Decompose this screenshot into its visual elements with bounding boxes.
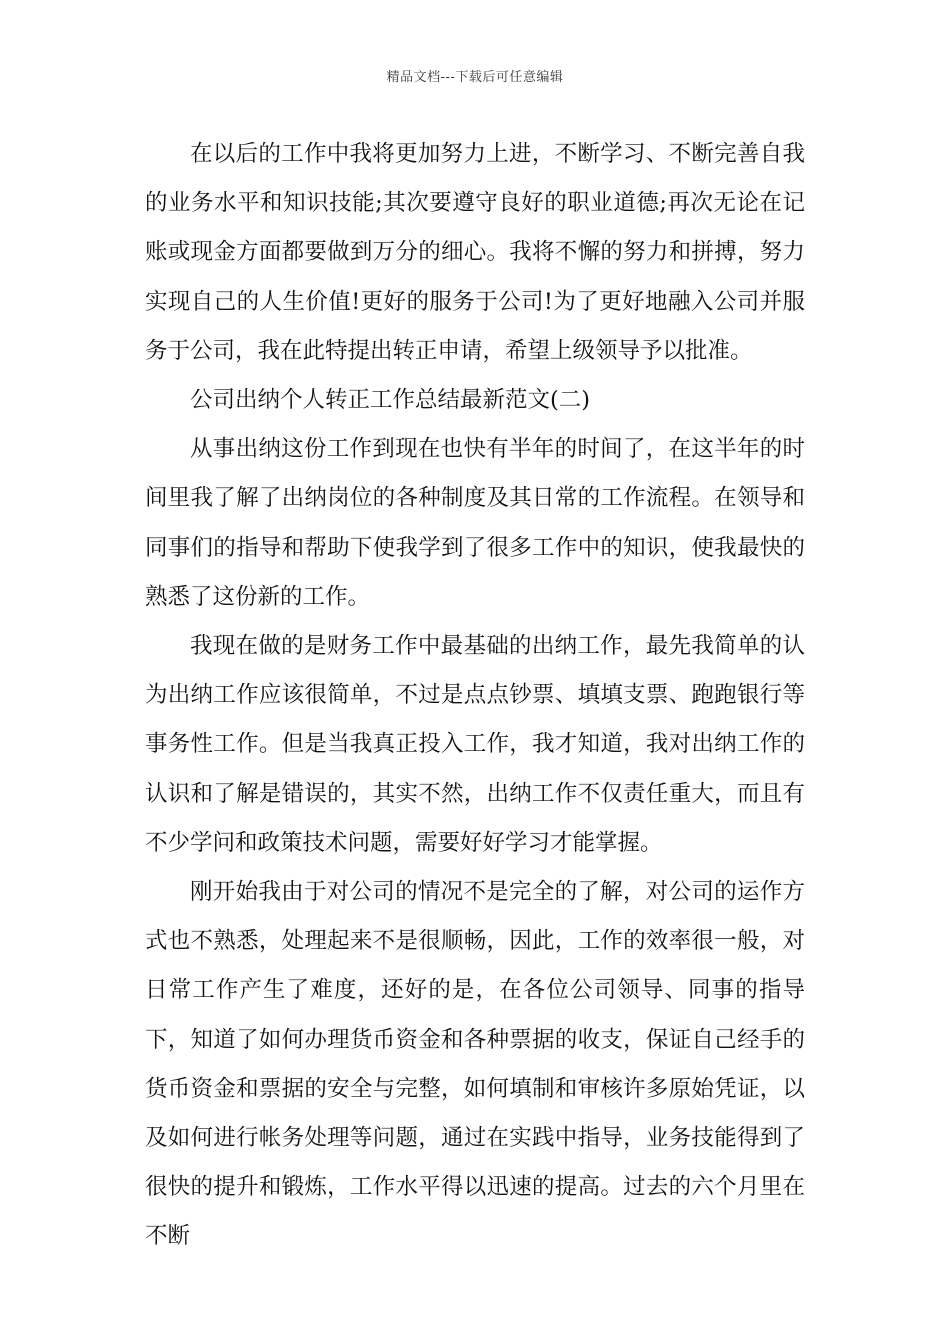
- paragraph-3: 我现在做的是财务工作中最基础的出纳工作，最先我简单的认为出纳工作应该很简单，不过是点点钞票、填填支票、跑跑银行等事务性工作。但是当我真正投入工作，我才知道，我对出纳工作的认识和了解是错误的，其实不然，出纳工作不仅责任重大，而且有不少学问和政策技术问题，需要好好学习才能掌握。: [145, 633, 805, 856]
- page-header: 精品文档---下载后可任意编辑: [386, 70, 564, 85]
- paragraph-1: 在以后的工作中我将更加努力上进，不断学习、不断完善自我的业务水平和知识技能;其次要遵守良好的职业道德;再次无论在记账或现金方面都要做到万分的细心。我将不懈的努力和拼搏，努力实现自己的人生价值!更好的服务于公司!为了更好地融入公司并服务于公司，我在此特提出转正申请，希望上级领导予以批准。: [145, 141, 805, 364]
- paragraph-2: 从事出纳这份工作到现在也快有半年的时间了，在这半年的时间里我了解了出纳岗位的各种制度及其日常的工作流程。在领导和同事们的指导和帮助下使我学到了很多工作中的知识，使我最快的熟悉了这份新的工作。: [145, 436, 805, 610]
- section-heading: 公司出纳个人转正工作总结最新范文(二): [190, 387, 591, 414]
- document-body: [145, 130, 805, 1262]
- paragraph-4: 刚开始我由于对公司的情况不是完全的了解，对公司的运作方式也不熟悉，处理起来不是很顺畅，因此，工作的效率很一般，对日常工作产生了难度，还好的是，在各位公司领导、同事的指导下，知道了如何办理货币资金和各种票据的收支，保证自己经手的货币资金和票据的安全与完整，如何填制和审核许多原始凭证，以及如何进行帐务处理等问题，通过在实践中指导，业务技能得到了很快的提升和锻炼，工作水平得以迅速的提高。过去的六个月里在不断: [145, 879, 805, 1250]
